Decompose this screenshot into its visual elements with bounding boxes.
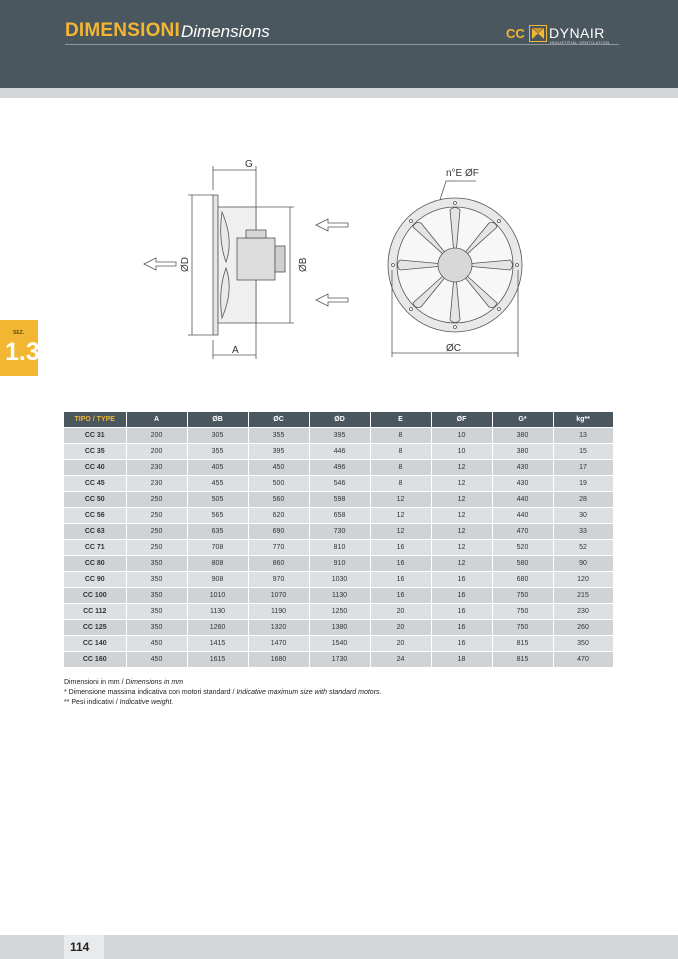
table-row [64, 460, 613, 476]
table-cell: 250 [126, 540, 187, 556]
table-cell: 16 [370, 540, 431, 556]
table-cell: 446 [309, 444, 370, 460]
table-cell: CC 35 [64, 444, 126, 460]
table-row [64, 524, 613, 540]
label-c: ØC [446, 343, 461, 354]
dynair-logo-icon [529, 25, 547, 42]
table-cell: 16 [431, 620, 492, 636]
header-a: A [126, 412, 187, 428]
table-cell: 1380 [309, 620, 370, 636]
note-weight-en: Indicative weight. [119, 699, 174, 706]
table-cell: 1250 [309, 604, 370, 620]
table-notes [64, 678, 381, 708]
note-units-it: Dimensioni in mm / [64, 679, 126, 686]
table-row [64, 508, 613, 524]
header-f: ØF [431, 412, 492, 428]
table-cell: 1070 [248, 588, 309, 604]
airflow-arrow-in-bottom [316, 294, 348, 306]
table-cell: 350 [126, 604, 187, 620]
table-cell: 505 [187, 492, 248, 508]
table-cell: 12 [431, 524, 492, 540]
section-tab-label: SEZ. [13, 330, 25, 336]
table-cell: CC 40 [64, 460, 126, 476]
airflow-arrow-out [144, 258, 176, 270]
table-cell: 350 [126, 620, 187, 636]
table-cell: 12 [431, 460, 492, 476]
header-strip [0, 88, 678, 98]
table-cell: 690 [248, 524, 309, 540]
table-cell: 455 [187, 476, 248, 492]
table-cell: 33 [553, 524, 613, 540]
table-cell: 16 [431, 604, 492, 620]
table-cell: 1415 [187, 636, 248, 652]
table-cell: 810 [309, 540, 370, 556]
table-cell: 598 [309, 492, 370, 508]
table-cell: 500 [248, 476, 309, 492]
label-ef: n°E ØF [446, 168, 479, 179]
table-cell: 215 [553, 588, 613, 604]
section-number: 1.3 [5, 338, 40, 366]
table-cell: 546 [309, 476, 370, 492]
table-cell: 450 [126, 636, 187, 652]
header-type: TIPO / TYPE [64, 412, 126, 428]
table-cell: 350 [553, 636, 613, 652]
table-row [64, 572, 613, 588]
table-cell: 1130 [309, 588, 370, 604]
table-cell: 1320 [248, 620, 309, 636]
table-cell: 30 [553, 508, 613, 524]
series-code: CC [506, 26, 525, 41]
label-g: G [245, 159, 253, 170]
table-cell: 28 [553, 492, 613, 508]
table-cell: 620 [248, 508, 309, 524]
table-cell: 120 [553, 572, 613, 588]
header-b: ØB [187, 412, 248, 428]
table-cell: 10 [431, 428, 492, 444]
table-cell: 250 [126, 508, 187, 524]
table-cell: 8 [370, 460, 431, 476]
table-cell: 520 [492, 540, 553, 556]
table-header-row [64, 412, 613, 428]
table-cell: 230 [126, 460, 187, 476]
table-cell: 908 [187, 572, 248, 588]
table-row [64, 556, 613, 572]
table-cell: 770 [248, 540, 309, 556]
table-row [64, 428, 613, 444]
table-cell: 305 [187, 428, 248, 444]
table-cell: CC 112 [64, 604, 126, 620]
table-cell: 20 [370, 604, 431, 620]
label-d: ØD [180, 257, 191, 272]
airflow-arrow-in-top [316, 219, 348, 231]
table-cell: 8 [370, 476, 431, 492]
table-cell: 450 [126, 652, 187, 668]
table-cell: 496 [309, 460, 370, 476]
table-cell: 1030 [309, 572, 370, 588]
table-row [64, 652, 613, 668]
table-cell: 230 [553, 604, 613, 620]
table-cell: 1615 [187, 652, 248, 668]
table-cell: 200 [126, 428, 187, 444]
table-cell: 1260 [187, 620, 248, 636]
brand-tagline: INDUSTRIAL VENTILATION [550, 40, 610, 45]
note-weight [64, 698, 381, 708]
table-cell: 580 [492, 556, 553, 572]
table-cell: 635 [187, 524, 248, 540]
header-kg: kg** [553, 412, 613, 428]
table-cell: 1010 [187, 588, 248, 604]
label-b: ØB [298, 257, 309, 272]
table-cell: 750 [492, 620, 553, 636]
table-cell: 52 [553, 540, 613, 556]
table-cell: 12 [431, 508, 492, 524]
table-cell: 1130 [187, 604, 248, 620]
table-cell: 12 [431, 540, 492, 556]
table-cell: 1190 [248, 604, 309, 620]
table-cell: CC 80 [64, 556, 126, 572]
table-cell: 350 [126, 588, 187, 604]
table-row [64, 540, 613, 556]
table-cell: 200 [126, 444, 187, 460]
table-cell: 450 [248, 460, 309, 476]
table-cell: 1680 [248, 652, 309, 668]
table-cell: 16 [370, 556, 431, 572]
leader-e-f [440, 181, 446, 200]
table-cell: 19 [553, 476, 613, 492]
table-cell: 380 [492, 444, 553, 460]
table-cell: 658 [309, 508, 370, 524]
table-cell: 8 [370, 428, 431, 444]
table-cell: 470 [492, 524, 553, 540]
table-cell: 910 [309, 556, 370, 572]
page-number: 114 [70, 940, 90, 954]
table-cell: 10 [431, 444, 492, 460]
table-cell: 15 [553, 444, 613, 460]
table-cell: 1540 [309, 636, 370, 652]
table-cell: 12 [431, 556, 492, 572]
table-cell: 90 [553, 556, 613, 572]
fan-dimension-drawing [130, 150, 550, 365]
table-cell: CC 31 [64, 428, 126, 444]
table-cell: 395 [309, 428, 370, 444]
table-cell: 1730 [309, 652, 370, 668]
page-title: DIMENSIONI [65, 20, 180, 41]
table-cell: 560 [248, 492, 309, 508]
table-cell: 808 [187, 556, 248, 572]
table-cell: 260 [553, 620, 613, 636]
table-cell: 750 [492, 604, 553, 620]
table-cell: CC 125 [64, 620, 126, 636]
section-tab [0, 320, 38, 376]
table-cell: CC 140 [64, 636, 126, 652]
table-cell: 815 [492, 652, 553, 668]
table-cell: 20 [370, 636, 431, 652]
table-cell: 395 [248, 444, 309, 460]
table-cell: 24 [370, 652, 431, 668]
side-motor [237, 238, 275, 280]
table-cell: 12 [370, 508, 431, 524]
table-cell: 815 [492, 636, 553, 652]
table-cell: 730 [309, 524, 370, 540]
table-cell: 12 [370, 492, 431, 508]
table-cell: 1470 [248, 636, 309, 652]
table-cell: 12 [370, 524, 431, 540]
table-cell: CC 45 [64, 476, 126, 492]
table-cell: 708 [187, 540, 248, 556]
table-cell: CC 90 [64, 572, 126, 588]
table-row [64, 620, 613, 636]
table-cell: 230 [126, 476, 187, 492]
table-cell: 8 [370, 444, 431, 460]
table-row [64, 476, 613, 492]
note-max-size-en: Indicative maximum size with standard motors. [236, 689, 382, 696]
table-cell: 12 [431, 492, 492, 508]
note-units [64, 678, 381, 688]
table-cell: 680 [492, 572, 553, 588]
table-cell: 860 [248, 556, 309, 572]
front-motor-hub [438, 248, 472, 282]
table-row [64, 492, 613, 508]
table-cell: 355 [187, 444, 248, 460]
table-cell: 355 [248, 428, 309, 444]
table-cell: 380 [492, 428, 553, 444]
table-row [64, 604, 613, 620]
table-cell: 17 [553, 460, 613, 476]
table-cell: 20 [370, 620, 431, 636]
table-cell: 16 [370, 572, 431, 588]
table-cell: 16 [370, 588, 431, 604]
table-cell: 970 [248, 572, 309, 588]
table-cell: 350 [126, 572, 187, 588]
brand-logo-text: DYNAIR [549, 25, 605, 41]
dimensions-table [64, 412, 614, 667]
table-cell: 430 [492, 476, 553, 492]
table-cell: 16 [431, 572, 492, 588]
header-e: E [370, 412, 431, 428]
table-row [64, 588, 613, 604]
table-cell: CC 63 [64, 524, 126, 540]
table-cell: 440 [492, 492, 553, 508]
table-cell: 405 [187, 460, 248, 476]
note-max-size-it: * Dimensione massima indicativa con motori standard / [64, 689, 237, 696]
table-cell: 470 [553, 652, 613, 668]
table-cell: CC 100 [64, 588, 126, 604]
table-cell: 18 [431, 652, 492, 668]
table-cell: 440 [492, 508, 553, 524]
header-divider [65, 44, 619, 45]
table-cell: 250 [126, 492, 187, 508]
table-cell: 12 [431, 476, 492, 492]
table-cell: 16 [431, 588, 492, 604]
note-weight-it: ** Pesi indicativi / [64, 699, 120, 706]
note-units-en: Dimensions in mm [125, 679, 184, 686]
table-cell: CC 56 [64, 508, 126, 524]
table-cell: CC 50 [64, 492, 126, 508]
table-cell: 565 [187, 508, 248, 524]
table-cell: 16 [431, 636, 492, 652]
header-d: ØD [309, 412, 370, 428]
table-cell: 750 [492, 588, 553, 604]
header-g: G* [492, 412, 553, 428]
label-a: A [232, 345, 239, 356]
table-cell: CC 160 [64, 652, 126, 668]
table-cell: 13 [553, 428, 613, 444]
table-row [64, 444, 613, 460]
table-row [64, 636, 613, 652]
side-flange [213, 195, 218, 335]
table-cell: 250 [126, 524, 187, 540]
table-cell: 350 [126, 556, 187, 572]
header-c: ØC [248, 412, 309, 428]
table-cell: CC 71 [64, 540, 126, 556]
page-subtitle: Dimensions [181, 22, 270, 41]
note-max-size [64, 688, 381, 698]
table-cell: 430 [492, 460, 553, 476]
